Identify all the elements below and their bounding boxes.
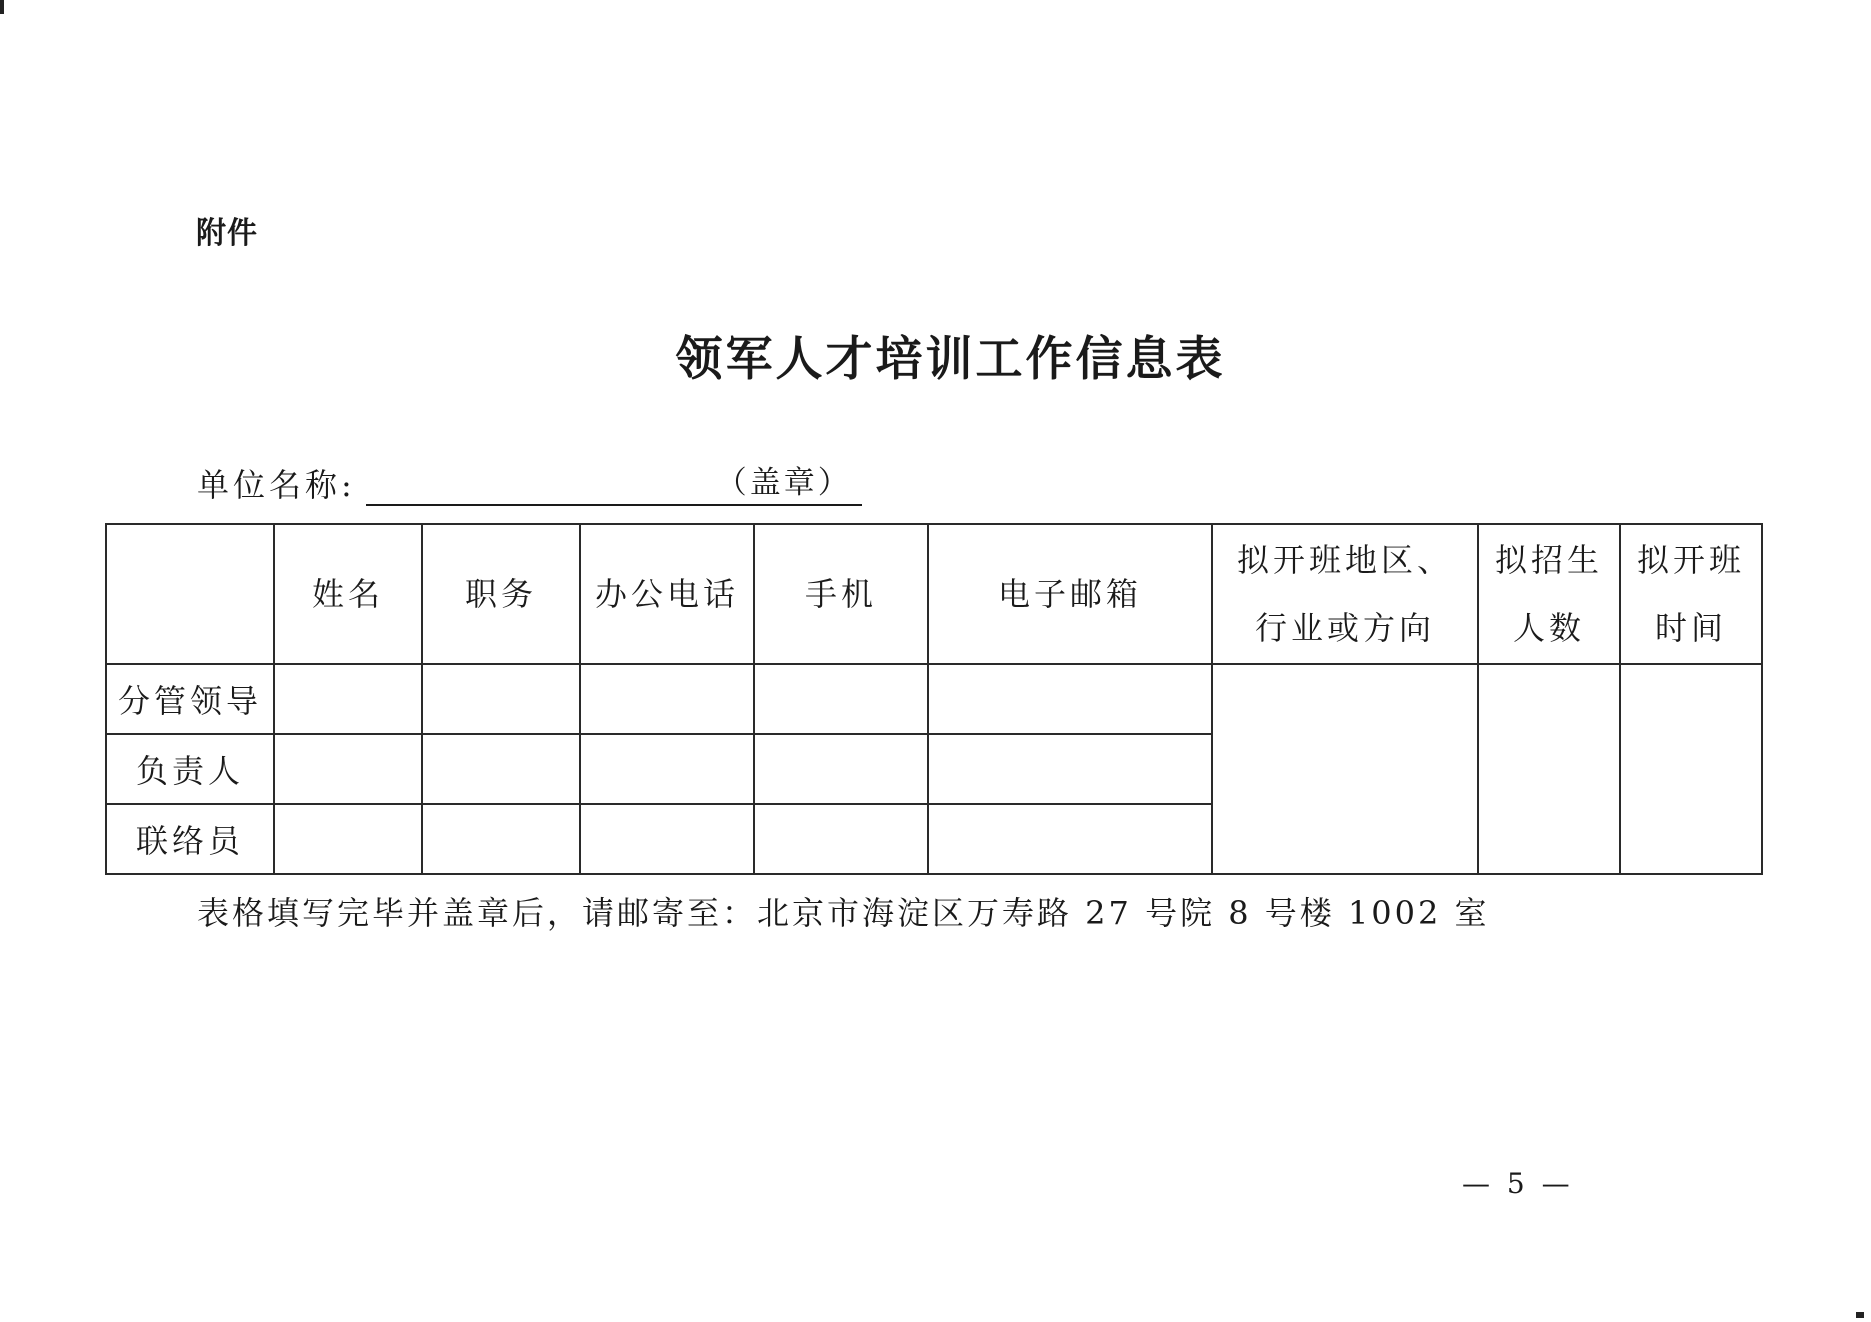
- header-region-line2: 行业或方向: [1254, 609, 1435, 647]
- header-office-phone: 办公电话: [580, 524, 754, 664]
- page-number: — 5 —: [1462, 1167, 1574, 1200]
- header-start-time: [1620, 524, 1762, 664]
- table-header-row: [106, 524, 1762, 664]
- header-enrollment-line1: 拟招生: [1494, 541, 1603, 579]
- header-cell-blank: [106, 524, 274, 664]
- unit-name-field[interactable]: [366, 460, 862, 506]
- header-start-time-line2: 时间: [1654, 609, 1727, 647]
- header-enrollment-line2: 人数: [1512, 609, 1585, 647]
- cell-region[interactable]: [1212, 664, 1478, 874]
- cell-start-time[interactable]: [1620, 664, 1762, 874]
- cell-email[interactable]: [928, 804, 1212, 874]
- cell-name[interactable]: [274, 664, 422, 734]
- cell-office-phone[interactable]: [580, 804, 754, 874]
- table-row: [106, 664, 1762, 734]
- header-start-time-line1: 拟开班: [1636, 541, 1745, 579]
- header-email: 电子邮箱: [928, 524, 1212, 664]
- cell-name[interactable]: [274, 734, 422, 804]
- unit-name-row: [197, 462, 862, 506]
- unit-name-label: 单位名称:: [197, 466, 356, 504]
- stamp-note: （盖章）: [715, 465, 852, 501]
- cell-email[interactable]: [928, 734, 1212, 804]
- attachment-label: 附件: [196, 216, 258, 251]
- scan-mark: [1856, 1312, 1864, 1318]
- header-position: 职务: [422, 524, 580, 664]
- header-name: 姓名: [274, 524, 422, 664]
- cell-email[interactable]: [928, 664, 1212, 734]
- header-enrollment: [1478, 524, 1620, 664]
- row-label-contact: 联络员: [106, 804, 274, 874]
- cell-name[interactable]: [274, 804, 422, 874]
- header-region-line1: 拟开班地区、: [1236, 541, 1453, 579]
- cell-mobile[interactable]: [754, 804, 928, 874]
- cell-office-phone[interactable]: [580, 734, 754, 804]
- page-title: 领军人才培训工作信息表: [675, 332, 1226, 387]
- cell-mobile[interactable]: [754, 664, 928, 734]
- cell-office-phone[interactable]: [580, 664, 754, 734]
- header-mobile: 手机: [754, 524, 928, 664]
- cell-enrollment[interactable]: [1478, 664, 1620, 874]
- cell-position[interactable]: [422, 664, 580, 734]
- cell-position[interactable]: [422, 804, 580, 874]
- row-label-person-in-charge: 负责人: [106, 734, 274, 804]
- mailing-note: 表格填写完毕并盖章后，请邮寄至：北京市海淀区万寿路 27 号院 8 号楼 1002 室: [197, 894, 1490, 932]
- header-region: [1212, 524, 1478, 664]
- row-label-supervisor: 分管领导: [106, 664, 274, 734]
- cell-position[interactable]: [422, 734, 580, 804]
- scan-mark: [0, 0, 4, 14]
- cell-mobile[interactable]: [754, 734, 928, 804]
- info-table: [105, 523, 1763, 875]
